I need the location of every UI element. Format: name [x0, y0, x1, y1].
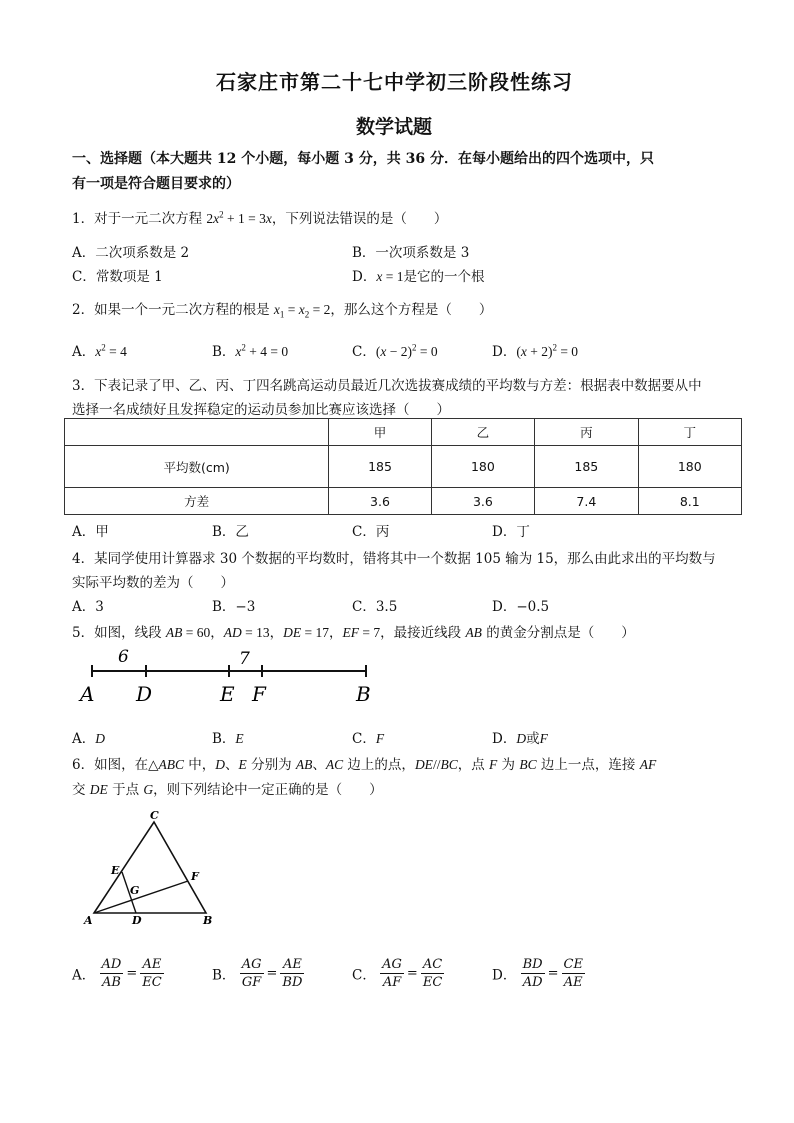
q3-option-d[interactable]: D．丁 — [492, 524, 530, 540]
table-cell: 185 — [535, 446, 638, 488]
fraction — [240, 956, 264, 991]
fraction — [140, 956, 163, 991]
q5-option-d-label: D． — [492, 731, 517, 747]
q1-option-c[interactable]: C．常数项是 1 — [72, 269, 163, 285]
question-5-tail: ，最接近线段 — [380, 625, 466, 641]
q4-option-b[interactable]: B．−3 — [212, 599, 256, 615]
q5-option-d-or: 或 — [526, 731, 540, 747]
triangle-figure — [82, 806, 222, 930]
q5-option-d-value2: F — [539, 731, 548, 746]
table-header-cell — [65, 419, 329, 446]
q6-text: 于点 — [107, 782, 144, 798]
table-cell: 7.4 — [535, 488, 638, 515]
q2-option-a[interactable]: A．$x^2 = 4$ — [72, 342, 127, 360]
table-cell: 3.6 — [329, 488, 431, 515]
segment-label-e: E — [220, 682, 235, 706]
question-2-roots: $x_1 = x_2 = 2$ — [273, 302, 331, 320]
q6-option-d[interactable]: D． $\frac{BD}{AD}$ = $\frac{CE}{AE}$ — [492, 957, 583, 990]
question-1 — [72, 207, 447, 227]
question-1-equation: $2x^2 + 1 = 3x$ — [206, 209, 272, 226]
table-row — [65, 446, 742, 488]
q6-text: 为 — [497, 757, 520, 773]
numerator: AG — [241, 957, 262, 972]
fraction — [380, 956, 404, 991]
q5-option-d-value1: D — [516, 731, 527, 746]
denominator: AD — [522, 975, 543, 990]
segment-label-b: B — [356, 682, 371, 706]
numerator: BD — [522, 957, 543, 972]
q6-text: 边上一点，连接 — [536, 757, 640, 773]
section-heading-line2: 有一项是符合题目要求的） — [72, 176, 240, 192]
q5-option-a[interactable] — [72, 727, 105, 747]
q1-option-d-math: x = 1 — [376, 269, 404, 284]
q5-option-a-label: A． — [72, 731, 96, 747]
q5-option-d[interactable] — [492, 727, 548, 747]
question-6-line1: 6．如图，在△ABC 中，D、E 分别为 AB、AC 边上的点，DE//BC，点 F 为 BC 边上一点，连接 AF — [72, 757, 657, 773]
q6-text: 交 — [72, 782, 90, 798]
q6-text: 边上的点， — [343, 757, 415, 773]
page-subtitle: 数学试题 — [356, 116, 433, 138]
table-header-cell: 丙 — [535, 419, 638, 446]
table-cell: 3.6 — [431, 488, 534, 515]
triangle-label-f: F — [191, 870, 199, 883]
section-heading-line1: 一、选择题（本大题共 12 个小题，每小题 3 分，共 36 分．在每小题给出的四个选项中，只 — [72, 151, 654, 167]
triangle-label-b: B — [203, 914, 213, 927]
table-cell: 180 — [431, 446, 534, 488]
table-cell: 180 — [638, 446, 741, 488]
q5-option-c-label: C． — [352, 731, 376, 747]
q6-option-a-label: A． — [72, 967, 96, 984]
fraction — [100, 956, 124, 991]
q1-option-d[interactable] — [352, 265, 484, 285]
triangle-label-a: A — [84, 914, 93, 927]
q6-option-b-label: B． — [212, 967, 236, 984]
q2-option-c-label: C． — [352, 344, 376, 360]
fraction — [521, 956, 545, 991]
q6-option-a[interactable]: A． $\frac{AD}{AB}$ = $\frac{AE}{EC}$ — [72, 957, 162, 990]
q6-text: 6．如图，在△ — [72, 757, 159, 773]
q5-option-b-label: B． — [212, 731, 236, 747]
q1-option-d-label: D． — [352, 269, 377, 285]
question-2-lead: 2．如果一个一元二次方程的根是 — [72, 302, 274, 318]
q6-option-b[interactable]: B． $\frac{AG}{GF}$ = $\frac{AE}{BD}$ — [212, 957, 303, 990]
question-5: 5．如图，线段 AB = 60，AD = 13，DE = 17，EF = 7，最接近线段 AB 的黄金分割点是（ ） — [72, 625, 635, 641]
q5-option-b[interactable] — [212, 727, 244, 747]
denominator: GF — [241, 975, 262, 990]
fraction — [280, 956, 304, 991]
question-2 — [72, 298, 492, 320]
page-title: 石家庄市第二十七中学初三阶段性练习 — [216, 70, 573, 94]
question-3-line1: 3．下表记录了甲、乙、丙、丁四名跳高运动员最近几次选拔赛成绩的平均数与方差：根据表中数据要从中 — [72, 378, 702, 394]
q4-option-a[interactable]: A．3 — [72, 599, 104, 615]
question-1-tail: ，下列说法错误的是（ ） — [271, 211, 448, 227]
segment-hand-label-7: 7 — [239, 649, 250, 669]
table-header-cell: 丁 — [638, 419, 741, 446]
q2-option-a-label: A． — [72, 344, 96, 360]
question-2-tail: ，那么这个方程是（ ） — [330, 302, 493, 318]
table-cell: 8.1 — [638, 488, 741, 515]
question-3-line2: 选择一名成绩好且发挥稳定的运动员参加比赛应该选择（ ） — [72, 402, 450, 418]
table-header-cell: 甲 — [329, 419, 431, 446]
q6-option-d-label: D． — [492, 967, 517, 984]
triangle-label-c: C — [150, 809, 159, 822]
numerator: AE — [280, 956, 304, 974]
q2-option-b-label: B． — [212, 344, 236, 360]
question-5-tail2: 的黄金分割点是（ ） — [481, 625, 635, 641]
q6-option-c[interactable]: C． $\frac{AG}{AF}$ = $\frac{AC}{EC}$ — [352, 957, 443, 990]
triangle-label-e: E — [111, 864, 120, 877]
table-header-row — [65, 419, 742, 446]
q1-option-b[interactable]: B．一次项系数是 3 — [352, 245, 470, 261]
q5-option-a-value: D — [95, 731, 105, 746]
numerator: AE — [140, 956, 163, 974]
numerator: AG — [382, 957, 402, 972]
q1-option-a[interactable]: A．二次项系数是 2 — [72, 245, 190, 261]
question-1-lead: 1．对于一元二次方程 — [72, 211, 207, 227]
question-4-line1: 4．某同学使用计算器求 30 个数据的平均数时，错将其中一个数据 105 输为 15，那么由此求出的平均数与 — [72, 551, 716, 567]
q6-text: ，则下列结论中一定正确的是（ ） — [153, 782, 383, 798]
denominator: AB — [101, 975, 121, 990]
triangle-label-g: G — [130, 884, 140, 897]
score-table — [64, 418, 742, 515]
q4-option-c[interactable]: C．3.5 — [352, 599, 398, 615]
segment-figure — [74, 648, 384, 708]
numerator: AC — [421, 956, 444, 974]
numerator: AD — [101, 957, 122, 972]
q5-option-c[interactable] — [352, 727, 384, 747]
fraction — [562, 956, 585, 991]
table-header-cell: 乙 — [431, 419, 534, 446]
denominator: BD — [282, 975, 303, 990]
table-cell: 方差 — [65, 488, 329, 515]
table-row — [65, 488, 742, 515]
denominator: AF — [382, 975, 402, 990]
question-6-line2: 交 DE 于点 G，则下列结论中一定正确的是（ ） — [72, 782, 383, 798]
q2-option-d[interactable]: D．$(x + 2)^2 = 0$ — [492, 342, 579, 360]
table-cell: 平均数(cm) — [65, 446, 329, 488]
q5-option-b-value: E — [235, 731, 244, 746]
q6-option-c-label: C． — [352, 967, 376, 984]
q3-option-c[interactable]: C．丙 — [352, 524, 390, 540]
segment-hand-label-6: 6 — [118, 648, 129, 667]
segment-label-f: F — [252, 682, 266, 706]
q2-option-d-label: D． — [492, 344, 517, 360]
numerator: CE — [563, 957, 583, 972]
q5-option-c-value: F — [375, 731, 385, 746]
q6-text: 分别为 — [246, 757, 296, 773]
q3-option-a[interactable]: A．甲 — [72, 524, 109, 540]
denominator: AE — [563, 975, 583, 990]
q6-text: ，点 — [457, 757, 490, 773]
q2-option-b[interactable]: B．$x^2 + 4 = 0$ — [212, 342, 289, 360]
q6-text: 中， — [183, 757, 216, 773]
question-4-line2: 实际平均数的差为（ ） — [72, 575, 234, 591]
segment-label-d: D — [136, 682, 153, 706]
q4-option-d[interactable]: D．−0.5 — [492, 599, 550, 615]
q3-option-b[interactable]: B．乙 — [212, 524, 249, 540]
q2-option-c[interactable]: C．$(x - 2)^2 = 0$ — [352, 342, 438, 360]
table-cell: 185 — [329, 446, 431, 488]
triangle-label-d: D — [132, 914, 142, 927]
denominator: EC — [142, 975, 162, 990]
denominator: EC — [422, 975, 443, 990]
question-5-lead: 5．如图，线段 — [72, 625, 166, 641]
segment-label-a: A — [80, 682, 95, 706]
fraction — [421, 956, 444, 991]
q1-option-d-text: 是它的一个根 — [403, 269, 485, 285]
